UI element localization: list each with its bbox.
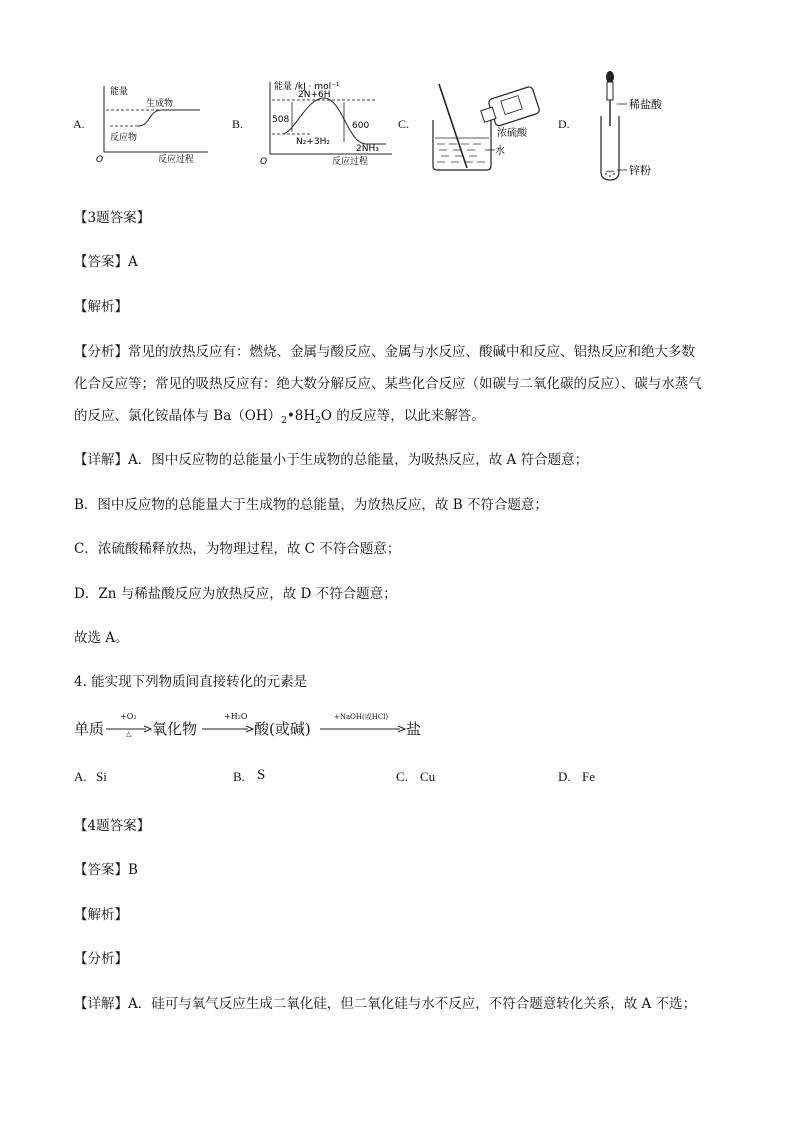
acid-label: 浓硫酸	[497, 128, 527, 139]
q3-detail-a: 【详解】A．图中反应物的总能量小于生成物的总能量，为吸热反应，故 A 符合题意；	[74, 452, 589, 468]
chain-arrow3	[320, 725, 406, 733]
q4-option-c-label: C.	[396, 769, 408, 784]
x-axis-label: 反应过程	[158, 155, 195, 165]
q4-option-b-text: S	[257, 767, 266, 783]
dilution-figure-c	[425, 78, 560, 174]
q4-option-a-text: Si	[96, 769, 107, 784]
left-value-label: 508	[272, 115, 290, 125]
zinc-label: 锌粉	[629, 164, 651, 177]
option-a-label: A.	[73, 117, 85, 131]
reactant-label: 反应物	[110, 133, 138, 143]
chain-arrow3-top: +NaOH(或HCl)	[334, 713, 389, 721]
origin-label: O	[260, 157, 268, 167]
q4-analysis-heading: 【解析】	[74, 907, 128, 923]
product-label: 2NH₃	[356, 144, 379, 154]
origin-label: O	[96, 155, 104, 165]
q3-conclusion: 故选 A。	[74, 630, 129, 646]
right-value-label: 600	[352, 121, 370, 131]
reaction-figure-d	[595, 68, 705, 184]
q3-fenxi-line3: 的反应、氯化铵晶体与 $Ba(OH)_2•8H_2O$ 的反应等，以此来解答。	[74, 408, 485, 426]
q3-fenxi-line2: 化合反应等；常见的吸热反应有：绝大数分解反应、某些化合反应（如碳与二氧化碳的反应）、碳与水蒸气	[74, 376, 702, 392]
q3-detail-c: C．浓硫酸稀释放热，为物理过程，故 C 不符合题意；	[74, 541, 401, 557]
q3-fenxi-line1: 【分析】常见的放热反应有：燃烧、金属与酸反应、金属与水反应、酸碱中和反应、铝热反应和绝大多数	[74, 344, 695, 360]
chain-acid-base: 酸(或碱)	[254, 720, 311, 738]
chain-oxide: 氧化物	[152, 720, 198, 738]
q4-detail-a: 【详解】A．硅可与氧气反应生成二氧化硅，但二氧化硅与水不反应，不符合题意转化关系，故 A 不选；	[74, 996, 697, 1012]
product-label: 生成物	[146, 99, 174, 109]
top-state-label: 2N+6H	[298, 90, 331, 100]
option-b-label: B.	[232, 117, 244, 131]
chain-element: 单质	[74, 720, 105, 738]
chain-arrow2	[202, 725, 254, 733]
q4-option-a-label: A.	[74, 769, 87, 784]
q4-stem: 4. 能实现下列物质间直接转化的元素是	[74, 674, 308, 690]
q4-option-c-text: Cu	[420, 769, 436, 784]
acid-label: 稀盐酸	[629, 98, 662, 111]
option-d-label: D.	[558, 117, 570, 131]
q4-fenxi: 【分析】	[74, 951, 128, 967]
energy-diagram-a	[96, 82, 216, 166]
q3-section-heading: 【3题答案】	[74, 210, 151, 226]
reactant-label: N₂+3H₂	[296, 137, 330, 147]
water-label: 水	[495, 146, 505, 157]
q3-detail-d: D．Zn 与稀盐酸反应为放热反应，故 D 不符合题意；	[74, 586, 397, 602]
q3-analysis-heading: 【解析】	[74, 299, 128, 315]
chain-arrow1-top: +O₂	[120, 712, 137, 721]
y-axis-label: 能量	[110, 87, 129, 97]
q4-answer: 【答案】B	[74, 862, 138, 878]
x-axis-label: 反应过程	[332, 157, 369, 167]
q4-conversion-chain	[74, 712, 434, 744]
q4-option-d-label: D.	[558, 769, 571, 784]
chain-arrow1-bottom: △	[126, 730, 132, 738]
q3-answer: 【答案】A	[74, 254, 138, 270]
q4-section-heading: 【4题答案】	[74, 818, 151, 834]
q4-options	[74, 769, 634, 789]
q4-option-b-label: B.	[233, 769, 245, 784]
chain-salt: 盐	[406, 720, 422, 738]
energy-diagram-b	[258, 76, 398, 168]
q3-detail-b: B．图中反应物的总能量大于生成物的总能量，为放热反应，故 B 不符合题意；	[74, 497, 548, 513]
chain-arrow1	[106, 725, 152, 733]
option-c-label: C.	[398, 117, 410, 131]
y-axis-label: 能量 /kJ · mol⁻¹	[274, 82, 340, 92]
chain-arrow2-top: +H₂O	[224, 712, 248, 721]
q4-option-d-text: Fe	[582, 769, 595, 784]
